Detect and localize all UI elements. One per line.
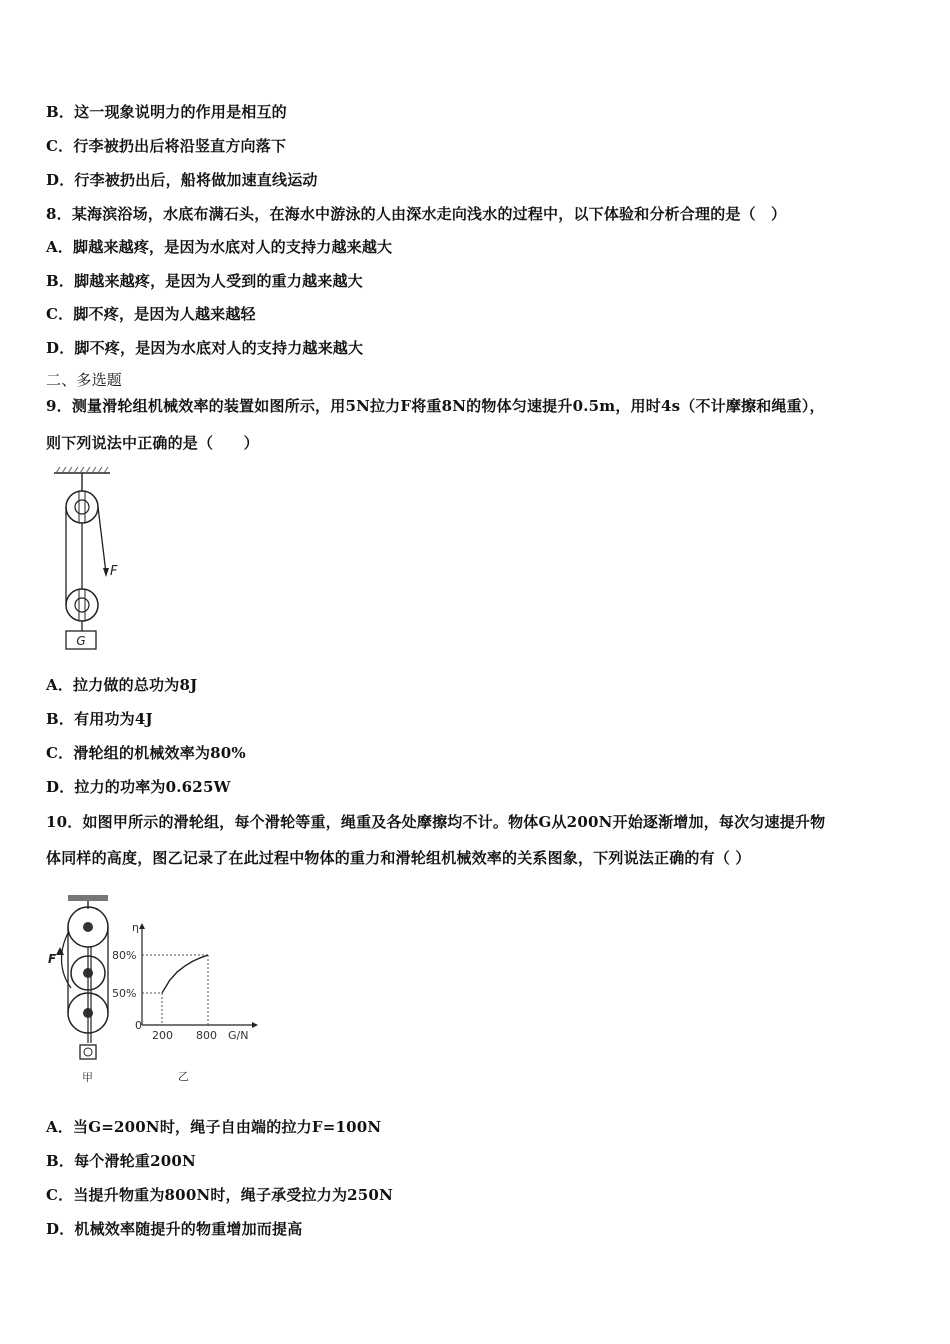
q8-option-a: A．脚越来越疼，是因为水底对人的支持力越来越大 <box>46 238 393 256</box>
q7-option-d: D．行李被扔出后，船将做加速直线运动 <box>46 171 318 189</box>
q10-caption-left: 甲 <box>82 1071 93 1084</box>
q10-option-a: A．当G=200N时，绳子自由端的拉力F=100N <box>46 1118 382 1136</box>
fixed-pulley <box>66 491 98 523</box>
q8-option-d: D．脚不疼，是因为水底对人的支持力越来越大 <box>46 339 364 357</box>
y-axis-label: η <box>132 921 139 934</box>
q7-option-b: B．这一现象说明力的作用是相互的 <box>46 103 287 121</box>
q9-option-a: A．拉力做的总功为8J <box>46 676 198 694</box>
y-tick-50: 50% <box>112 987 137 1000</box>
q9-label-f: F <box>110 564 118 579</box>
q10-label-f: F <box>48 952 57 966</box>
q10-stem-line1: 10．如图甲所示的滑轮组，每个滑轮等重，绳重及各处摩擦均不计。物体G从200N开始逐渐增加，每次匀速提升物 <box>46 813 826 831</box>
q9-stem-line1: 9．测量滑轮组机械效率的装置如图所示，用5N拉力F将重8N的物体匀速提升0.5m，用时4s（不计摩擦和绳重）， <box>46 397 825 415</box>
q7-option-c: C．行李被扔出后将沿竖直方向落下 <box>46 137 287 155</box>
x-tick-800: 800 <box>196 1029 217 1042</box>
q9-option-c: C．滑轮组的机械效率为80% <box>46 744 246 762</box>
q10-option-d: D．机械效率随提升的物重增加而提高 <box>46 1220 303 1238</box>
q9-option-b: B．有用功为4J <box>46 710 153 728</box>
section-title: 二、多选题 <box>46 371 123 389</box>
x-tick-200: 200 <box>152 1029 173 1042</box>
q9-pulley-figure <box>44 465 134 655</box>
x-axis-label: G/N <box>228 1029 249 1042</box>
q10-stem-line2: 体同样的高度，图乙记录了在此过程中物体的重力和滑轮组机械效率的关系图象，下列说法正确的有（ ） <box>46 849 751 867</box>
movable-pulley <box>66 589 98 621</box>
q9-stem-line2: 则下列说法中正确的是（ ） <box>46 434 259 452</box>
q10-option-c: C．当提升物重为800N时，绳子承受拉力为250N <box>46 1186 393 1204</box>
q9-option-d: D．拉力的功率为0.625W <box>46 778 231 796</box>
y-tick-80: 80% <box>112 949 137 962</box>
q8-option-c: C．脚不疼，是因为人越来越轻 <box>46 305 256 323</box>
q10-option-b: B．每个滑轮重200N <box>46 1152 196 1170</box>
q10-efficiency-chart <box>110 915 270 1090</box>
q9-label-g: G <box>76 634 86 648</box>
efficiency-curve <box>162 955 208 993</box>
q8-option-b: B．脚越来越疼，是因为人受到的重力越来越大 <box>46 272 363 290</box>
q8-stem: 8．某海滨浴场，水底布满石头，在海水中游泳的人由深水走向浅水的过程中，以下体验和分析合理的是（ ） <box>46 205 787 223</box>
q10-caption-right: 乙 <box>178 1070 189 1083</box>
x-tick-0: 0 <box>135 1019 142 1032</box>
